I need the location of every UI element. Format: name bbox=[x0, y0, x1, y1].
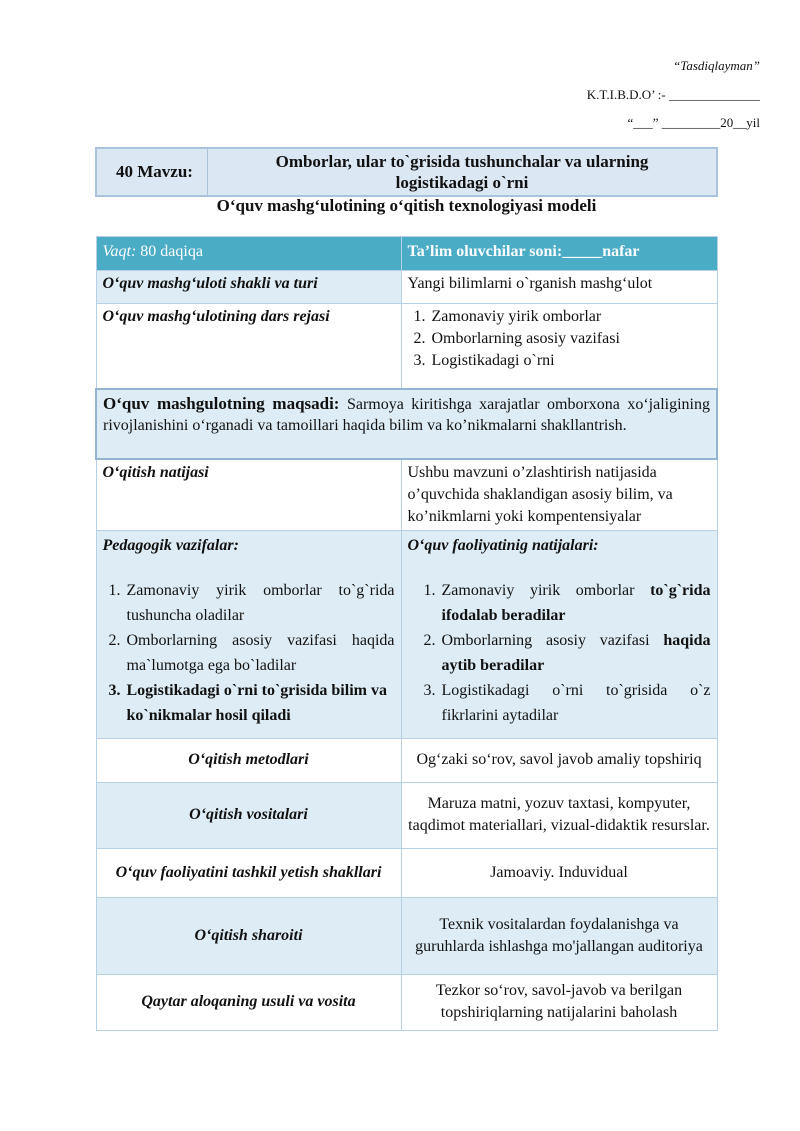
topic-label: 40 Mavzu: bbox=[96, 148, 208, 196]
form-row bbox=[96, 271, 717, 304]
act-item-bold: to`g`rida ifodalab beradilar bbox=[441, 581, 711, 624]
ped-list bbox=[103, 578, 395, 728]
result-row bbox=[96, 459, 717, 531]
tools-value: Maruza matni, yozuv taxtasi, kompyuter, taqdimot materiallari, vizual-didaktik resurslar. bbox=[401, 782, 717, 848]
act-list bbox=[418, 578, 711, 728]
tasks-row bbox=[96, 530, 717, 738]
approval-line: K.T.I.B.D.O’ :- ______________ bbox=[586, 87, 760, 102]
result-value: Ushbu mavzuni o’zlashtirish natijasida o’quvchida shaklandigan asosiy bilim, va ko’nikmlarni yoki kompentensiyalar bbox=[401, 459, 717, 531]
act-item bbox=[440, 628, 711, 678]
cond-row bbox=[96, 897, 717, 974]
act-item bbox=[440, 678, 711, 728]
topic-title-line1: Omborlar, ular to`grisida tushunchalar va ularning bbox=[275, 152, 649, 171]
students-cell: Ta’lim oluvchilar soni:_____nafar bbox=[401, 237, 717, 271]
approval-date: “___” _________20__yil bbox=[627, 115, 760, 130]
plan-row bbox=[96, 304, 717, 389]
topic-title bbox=[208, 148, 718, 196]
goal-text: Sarmoya kiritishga xarajatlar omborxona xo‘jaligining rivojlanishini o‘rganadi va tamoillari haqida bilim va ko’nikmalarni shakllantrish. bbox=[103, 395, 710, 434]
ped-cell bbox=[96, 530, 401, 738]
ped-label: Pedagogik vazifalar: bbox=[102, 536, 239, 554]
act-item-text: Omborlarning asosiy vazifasi bbox=[441, 631, 664, 649]
tools-row bbox=[96, 782, 717, 848]
act-item-bold: haqida aytib beradilar bbox=[441, 631, 711, 674]
plan-label: O‘quv mashg‘ulotining dars rejasi bbox=[96, 304, 401, 389]
feedback-label: Qaytar aloqaning usuli va vosita bbox=[96, 974, 401, 1030]
plan-item: 3. Logistikadagi o`rni bbox=[430, 350, 711, 372]
form-label: O‘quv mashg‘uloti shakli va turi bbox=[96, 271, 401, 304]
plan-item: 2. Omborlarning asosiy vazifasi bbox=[430, 328, 711, 350]
topic-box bbox=[95, 147, 718, 197]
goal-cell bbox=[96, 389, 717, 459]
form-value: Yangi bilimlarni o`rganish mashg‘ulot bbox=[401, 271, 717, 304]
feedback-value: Tezkor so‘rov, savol-javob va berilgan topshiriqlarning natijalarini baholash bbox=[401, 974, 717, 1030]
feedback-row bbox=[96, 974, 717, 1030]
act-item-text: Logistikadagi o`rni to`grisida o`z fikrlarini aytadilar bbox=[441, 681, 711, 724]
act-item bbox=[440, 578, 711, 628]
plan-item: 1. Zamonaviy yirik omborlar bbox=[430, 306, 711, 328]
time-label: Vaqt: bbox=[102, 243, 137, 260]
time-cell bbox=[96, 237, 401, 271]
org-row bbox=[96, 848, 717, 897]
methods-value: Og‘zaki so‘rov, savol javob amaliy topshiriq bbox=[401, 738, 717, 782]
ped-item: 1. Zamonaviy yirik omborlar to`g`rida tushuncha oladilar bbox=[125, 578, 395, 628]
cond-value: Texnik vositalardan foydalanishga va guruhlarda ishlashga mo'jallangan auditoriya bbox=[401, 897, 717, 974]
goal-label: O‘quv mashgulotning maqsadi: bbox=[103, 393, 340, 413]
ped-item: 2. Omborlarning asosiy vazifasi haqida ma`lumotga ega bo`ladilar bbox=[125, 628, 395, 678]
methods-row bbox=[96, 738, 717, 782]
result-label: O‘qitish natijasi bbox=[96, 459, 401, 531]
topic-title-line2: logistikadagi o`rni bbox=[395, 173, 529, 192]
act-item-text: Zamonaviy yirik omborlar bbox=[441, 581, 651, 599]
act-cell bbox=[401, 530, 717, 738]
plan-cell bbox=[401, 304, 717, 389]
org-label: O‘quv faoliyatini tashkil yetish shakllari bbox=[96, 848, 401, 897]
approval-title: “Tasdiqlayman” bbox=[673, 58, 760, 73]
cond-label: O‘qitish sharoiti bbox=[96, 897, 401, 974]
page-subtitle: O‘quv mashg‘ulotining o‘qitish texnologiyasi modeli bbox=[216, 196, 597, 215]
org-value: Jamoaviy. Induvidual bbox=[401, 848, 717, 897]
act-label: O‘quv faoliyatinig natijalari: bbox=[407, 536, 599, 554]
lesson-table bbox=[95, 236, 718, 1031]
time-value: 80 daqiqa bbox=[136, 243, 203, 260]
ped-item: 3. Logistikadagi o`rni to`grisida bilim va ko`nikmalar hosil qiladi bbox=[125, 678, 395, 728]
table-header-row bbox=[96, 237, 717, 271]
methods-label: O‘qitish metodlari bbox=[96, 738, 401, 782]
plan-list bbox=[408, 306, 711, 372]
tools-label: O‘qitish vositalari bbox=[96, 782, 401, 848]
goal-row bbox=[96, 389, 717, 459]
